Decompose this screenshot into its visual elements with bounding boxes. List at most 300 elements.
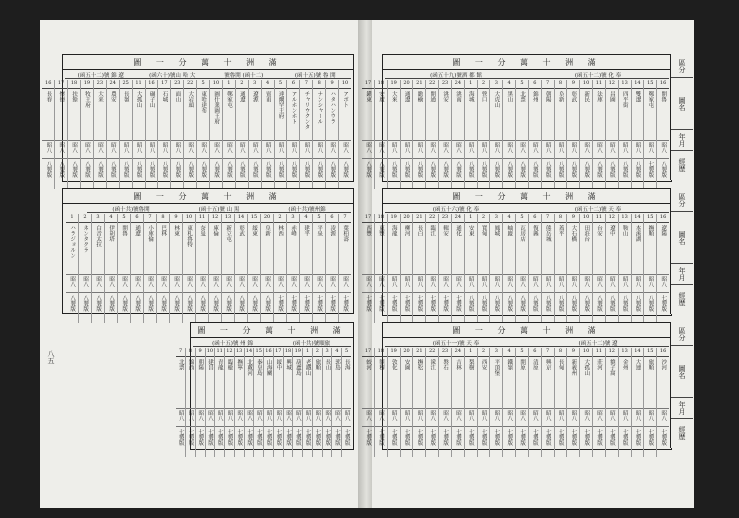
map-sheet-column (184, 80, 197, 189)
issue-date: 昭八 (186, 409, 195, 427)
map-sheet-column (342, 348, 351, 457)
map-sheet-column (439, 348, 452, 457)
history: 七製版 (531, 429, 538, 446)
issue-date: 昭八 (196, 275, 208, 293)
history: 八製版 (122, 161, 129, 178)
group-label: (函五十二)號 遼 (527, 339, 669, 347)
history: 八製版 (251, 161, 258, 178)
history: 七製版 (454, 295, 461, 312)
map-sheet-column (313, 214, 326, 323)
issue-date: 昭八 (555, 141, 567, 159)
sheet-number: 12 (225, 348, 234, 357)
map-sheet-column (196, 348, 206, 457)
issue-date: 昭八 (235, 409, 244, 427)
history: 七製版 (557, 429, 564, 446)
history: 八製版 (608, 295, 615, 312)
sheet-number: 10 (206, 348, 215, 357)
map-sheet-column (619, 80, 632, 189)
map-sheet-column (146, 80, 159, 189)
sheet-name: 大來 (388, 89, 400, 141)
issue-date: 昭八 (249, 141, 261, 159)
sheet-number: 19 (388, 214, 400, 223)
issue-date: 昭八 (503, 409, 515, 427)
issue-date: 昭八 (248, 275, 260, 293)
right-section-1-title: 圖 一 分 萬 十 洲 滿 (383, 55, 671, 70)
issue-date: 昭八 (465, 275, 477, 293)
history: 八製版 (277, 161, 284, 178)
map-sheet-column (105, 214, 118, 323)
history: 八製版 (316, 161, 323, 178)
issue-date: 昭八 (170, 275, 182, 293)
sheet-number: 4 (105, 214, 117, 223)
map-sheet-column (529, 348, 542, 457)
history: 八製版 (264, 295, 271, 312)
sheet-number: 17 (362, 80, 374, 89)
sheet-number: 7 (339, 214, 351, 223)
sheet-name: 大岩頭 (184, 89, 196, 141)
map-sheet-column (644, 214, 657, 323)
sheet-number: 3 (92, 214, 104, 223)
issue-date: 昭八 (42, 141, 54, 159)
issue-date: 昭八 (490, 275, 502, 293)
history: 八製版 (238, 295, 245, 312)
sheet-number: 24 (452, 214, 464, 223)
issue-date: 昭八 (225, 409, 234, 427)
map-sheet-column (362, 80, 375, 189)
issue-date: 昭八 (342, 409, 351, 427)
map-sheet-column (339, 80, 351, 189)
history: 八製版 (225, 295, 232, 312)
sheet-number: 5 (516, 80, 528, 89)
history: 七製版 (365, 295, 372, 312)
sheet-number: 17 (362, 348, 374, 357)
map-sheet-column (293, 348, 303, 457)
right-section-1-row-headers (670, 54, 693, 180)
sheet-number: 7 (542, 80, 554, 89)
sheet-number: 5 (118, 214, 130, 223)
sheet-name: 鎭東 (362, 89, 374, 141)
issue-date: 昭八 (388, 141, 400, 159)
right-page (364, 20, 694, 508)
map-sheet-column (222, 214, 235, 323)
map-sheet-column (580, 348, 593, 457)
issue-date: 昭八 (465, 141, 477, 159)
sheet-name: 鞍山 (619, 223, 631, 275)
sheet-name: 洮安 (439, 89, 451, 141)
map-sheet-column (439, 214, 452, 323)
sheet-name: 開通 (426, 89, 438, 141)
sheet-name: 北票 (516, 89, 528, 141)
issue-date: 昭八 (567, 409, 579, 427)
sheet-name: 北票 (176, 357, 185, 409)
map-sheet-column (79, 214, 92, 323)
sheet-number: 3 (323, 348, 332, 357)
issue-date: 昭八 (516, 141, 528, 159)
map-sheet-column (42, 80, 55, 189)
sheet-number: 24 (452, 80, 464, 89)
sheet-number: 7 (300, 80, 312, 89)
group-label-row (65, 71, 351, 79)
sheet-number: 11 (133, 80, 145, 89)
sheet-name: 鄭家屯 (223, 89, 235, 141)
sheet-number: 4 (332, 348, 341, 357)
sheet-name: 鐵嶺 (503, 357, 515, 409)
issue-date: 昭八 (235, 275, 247, 293)
history: 八製版 (621, 161, 628, 178)
sheet-name: 撫松 (413, 357, 425, 409)
sheet-name: 鳳城 (490, 223, 502, 275)
issue-date: 昭八 (619, 409, 631, 427)
group-label: (函五十六)號 化 奉 (385, 205, 527, 213)
sheet-name: 額穆 (375, 357, 387, 409)
issue-date: 昭八 (176, 409, 185, 427)
sheet-number: 23 (439, 80, 451, 89)
group-label-row (193, 339, 351, 347)
history: 八製版 (493, 161, 500, 178)
history: 七製版 (403, 295, 410, 312)
map-sheet-column (619, 214, 632, 323)
history: 七製版 (390, 429, 397, 446)
sheet-name: 昌圖 (606, 89, 618, 141)
history: 七製版 (660, 429, 667, 446)
sheet-number: 7 (542, 348, 554, 357)
history: 八製版 (187, 161, 194, 178)
sheet-name: 葉柏壽 (339, 223, 351, 275)
map-sheet-column (452, 348, 465, 457)
issue-date: 昭八 (606, 275, 618, 293)
group-label-row (385, 339, 669, 347)
history: 八製版 (519, 161, 526, 178)
sheet-name: 通遼 (236, 89, 248, 141)
sheet-name: 農安 (107, 89, 119, 141)
history: 八製版 (109, 161, 116, 178)
sheet-name: 圖什業圖王府 (210, 89, 222, 141)
sheet-number: 2 (478, 80, 490, 89)
map-sheet-column (606, 214, 619, 323)
map-name-header: 圖名 (671, 346, 693, 398)
sheet-number: 11 (593, 348, 605, 357)
map-sheet-column (303, 348, 313, 457)
group-label: (函五十二)號 錦 遼 (65, 71, 137, 79)
map-sheet-column (274, 214, 287, 323)
sheet-number: 2 (478, 348, 490, 357)
sheet-name: 黑山 (503, 89, 515, 141)
issue-date: 昭八 (144, 275, 156, 293)
sheet-name: 奈曼 (196, 223, 208, 275)
map-sheet-column (375, 348, 388, 457)
map-sheet-column (426, 214, 439, 323)
sheet-number: 22 (184, 80, 196, 89)
map-sheet-column (210, 80, 223, 189)
history: 八製版 (557, 295, 564, 312)
map-sheet-column (313, 80, 326, 189)
map-sheet-column (287, 80, 300, 189)
sheet-name: 瞻榆 (413, 89, 425, 141)
map-sheet-column (465, 348, 478, 457)
history: 八製版 (82, 295, 89, 312)
map-sheet-column (529, 80, 542, 189)
history: 八製版 (442, 161, 449, 178)
sheet-number: 19 (388, 348, 400, 357)
history: 八製版 (531, 161, 538, 178)
sheet-number: 8 (555, 348, 567, 357)
sheet-name: 開原 (516, 357, 528, 409)
map-sheet-column (555, 80, 568, 189)
map-sheet-column (171, 80, 184, 189)
history: 八製版 (403, 161, 410, 178)
sheet-number: 13 (222, 214, 234, 223)
map-sheet-column (313, 348, 323, 457)
issue-date: 昭八 (490, 141, 502, 159)
sheet-number: 2 (274, 214, 286, 223)
map-sheet-column (555, 348, 568, 457)
sheet-name: ネンタクラ (79, 223, 91, 275)
sheet-number: 1 (465, 80, 477, 89)
map-sheet-column (249, 80, 262, 189)
sheet-name: 海城 (465, 89, 477, 141)
history: 七製版 (324, 429, 331, 446)
history: 八製版 (303, 161, 310, 178)
map-sheet-column (632, 80, 645, 189)
sheet-name: 吉林 (452, 357, 464, 409)
sheet-name: 寬甸 (478, 223, 490, 275)
history: 七製版 (416, 295, 423, 312)
group-label: (函五十一)號 天 奉 (385, 339, 527, 347)
issue-date: 昭八 (426, 409, 438, 427)
sheet-name: 錦州 (529, 89, 541, 141)
sheet-number: 4 (503, 348, 515, 357)
history: 八製版 (251, 295, 258, 312)
issue-date: 昭八 (452, 275, 464, 293)
map-sheet-column (196, 214, 209, 323)
issue-date: 昭八 (131, 275, 143, 293)
sheet-name: 葫蘆島 (293, 357, 302, 409)
map-sheet-column (632, 348, 645, 457)
issue-date: 昭八 (401, 141, 413, 159)
issue-date: 昭八 (323, 409, 332, 427)
sheet-number: 5 (275, 80, 287, 89)
sheet-name: 赤峰 (287, 223, 299, 275)
sheet-name: 清原 (529, 357, 541, 409)
map-sheet-column (503, 80, 516, 189)
issue-date: 昭八 (274, 409, 283, 427)
group-label: (函十共)號州錦 (263, 205, 351, 213)
map-sheet-column (542, 214, 555, 323)
map-sheet-column (503, 214, 516, 323)
map-name-header: 圖名 (671, 78, 693, 130)
map-sheet-column (131, 214, 144, 323)
history: 八製版 (212, 295, 219, 312)
issue-date: 昭八 (223, 141, 235, 159)
issue-date: 昭八 (274, 275, 286, 293)
issue-date: 昭八 (606, 141, 618, 159)
sheet-number: 8 (555, 80, 567, 89)
history: 七製版 (216, 429, 223, 446)
issue-date: 昭八 (516, 409, 528, 427)
issue-date: 昭八 (632, 141, 644, 159)
history: 八製版 (84, 161, 91, 178)
issue-date: 昭八 (120, 141, 132, 159)
map-sheet-column (68, 80, 81, 189)
sheet-number: 2 (478, 214, 490, 223)
sheet-name: 柳河 (401, 223, 413, 275)
sheet-name: 遼中 (606, 223, 618, 275)
sheet-number: 13 (619, 214, 631, 223)
history: 七製版 (197, 429, 204, 446)
sheet-number: 9 (170, 214, 182, 223)
map-sheet-column (339, 214, 351, 323)
sheet-number: 7 (144, 214, 156, 223)
issue-date: 昭八 (529, 275, 541, 293)
sheet-name: 四平街 (619, 89, 631, 141)
sheet-name: 開魯 (118, 223, 130, 275)
group-label: (函十共)號魯開 (87, 205, 175, 213)
map-sheet-column (157, 214, 170, 323)
issue-date: 昭八 (426, 141, 438, 159)
issue-date: 昭八 (284, 409, 293, 427)
left-section-1-table (42, 71, 351, 189)
history: 八製版 (570, 295, 577, 312)
sheet-number: 11 (593, 80, 605, 89)
sheet-name: 阜新 (261, 223, 273, 275)
map-sheet-column (516, 80, 529, 189)
issue-date: 昭八 (388, 275, 400, 293)
sheet-number: 13 (619, 348, 631, 357)
issue-date: 昭八 (209, 275, 221, 293)
sheet-number: 10 (580, 348, 592, 357)
map-sheet-column (107, 80, 120, 189)
issue-date: 昭八 (644, 409, 656, 427)
map-sheet-column (362, 214, 375, 323)
history: 八製版 (480, 161, 487, 178)
map-sheet-column (209, 214, 222, 323)
history: 八製版 (121, 295, 128, 312)
sheet-number: 6 (529, 348, 541, 357)
map-sheet-column (401, 348, 414, 457)
history: 七製版 (519, 429, 526, 446)
history: 七製版 (294, 429, 301, 446)
sheet-name: 小庫倫 (144, 223, 156, 275)
sheet-number: 16 (264, 348, 273, 357)
history-header: 經歷 (678, 158, 686, 173)
map-sheet-column (275, 80, 288, 189)
issue-date: 昭八 (388, 409, 400, 427)
issue-date: 昭八 (197, 141, 209, 159)
map-sheet-column (183, 214, 196, 323)
sheet-number: 16 (146, 80, 158, 89)
sheet-number: 4 (262, 80, 274, 89)
map-sheet-column (606, 348, 619, 457)
sheet-number: 6 (131, 214, 143, 223)
sheet-number: 8 (186, 348, 195, 357)
history: 七製版 (343, 429, 350, 446)
sheet-name: 通化 (452, 223, 464, 275)
issue-date: 昭八 (293, 409, 302, 427)
sheet-name: 田莊台 (580, 223, 592, 275)
group-label: (函十五)號 魯 開 (280, 71, 352, 79)
map-sheet-column (375, 214, 388, 323)
group-label-row (385, 71, 669, 79)
sheet-number: 7 (542, 214, 554, 223)
left-page (40, 20, 358, 508)
sheet-name: 林西 (274, 223, 286, 275)
history: 八製版 (660, 161, 667, 178)
sheet-name: 面山 (171, 89, 183, 141)
issue-date: 昭八 (68, 141, 80, 159)
map-sheet-column (580, 214, 593, 323)
history: 七製版 (290, 295, 297, 312)
sheet-number: 20 (401, 348, 413, 357)
issue-date: 昭八 (362, 409, 374, 427)
sheet-number: 9 (567, 214, 579, 223)
sheet-number: 3 (490, 214, 502, 223)
history: 八製版 (467, 161, 474, 178)
sheet-name: 平泉 (313, 223, 325, 275)
map-sheet-column (388, 348, 401, 457)
issue-date: 昭八 (606, 409, 618, 427)
issue-date: 昭八 (580, 141, 592, 159)
sheet-name: アルホンホト (287, 89, 299, 141)
issue-date: 昭八 (439, 275, 451, 293)
sheet-name: 伊胡塔 (105, 223, 117, 275)
issue-date: 昭八 (413, 409, 425, 427)
issue-date: 昭八 (542, 141, 554, 159)
sheet-name: 新民 (580, 89, 592, 141)
history: 七製版 (647, 161, 654, 178)
issue-date: 昭八 (81, 141, 93, 159)
issue-date: 昭八 (300, 141, 312, 159)
sheet-number: 16 (657, 214, 669, 223)
sheet-number: 25 (120, 80, 132, 89)
sheet-name: 長嶺 (120, 89, 132, 141)
sheet-name: 安東 (465, 223, 477, 275)
issue-date: 昭八 (326, 275, 338, 293)
sheet-number: 10 (580, 214, 592, 223)
history: 八製版 (213, 161, 220, 178)
history: 八製版 (634, 161, 641, 178)
right-section-2-row-headers (670, 188, 693, 314)
history: 七製版 (377, 295, 384, 312)
map-sheet-column (465, 80, 478, 189)
sheet-number: 9 (196, 348, 205, 357)
history: 八製版 (634, 295, 641, 312)
sheet-number: 22 (426, 214, 438, 223)
map-sheet-column (478, 80, 491, 189)
sheet-name: 臨楡 (225, 357, 234, 409)
map-sheet-column (657, 348, 669, 457)
sheet-number: 12 (209, 214, 221, 223)
map-sheet-column (657, 214, 669, 323)
sheet-number: 3 (287, 214, 299, 223)
group-label: (函十五)號 州 錦 (193, 339, 272, 347)
sheet-number: 8 (157, 214, 169, 223)
history: 八製版 (519, 295, 526, 312)
issue-date: 昭八 (478, 141, 490, 159)
history: 七製版 (647, 429, 654, 446)
issue-date: 昭八 (222, 275, 234, 293)
group-label-row (87, 205, 351, 213)
issue-date: 昭八 (490, 409, 502, 427)
map-sheet-column (254, 348, 264, 457)
map-sheet-column (197, 80, 210, 189)
history: 七製版 (342, 295, 349, 312)
map-sheet-column (225, 348, 235, 457)
issue-date: 昭八 (184, 141, 196, 159)
map-sheet-column (413, 80, 426, 189)
sheet-name: 熊岳城 (542, 223, 554, 275)
map-sheet-column (401, 80, 414, 189)
sheet-number: 6 (529, 80, 541, 89)
